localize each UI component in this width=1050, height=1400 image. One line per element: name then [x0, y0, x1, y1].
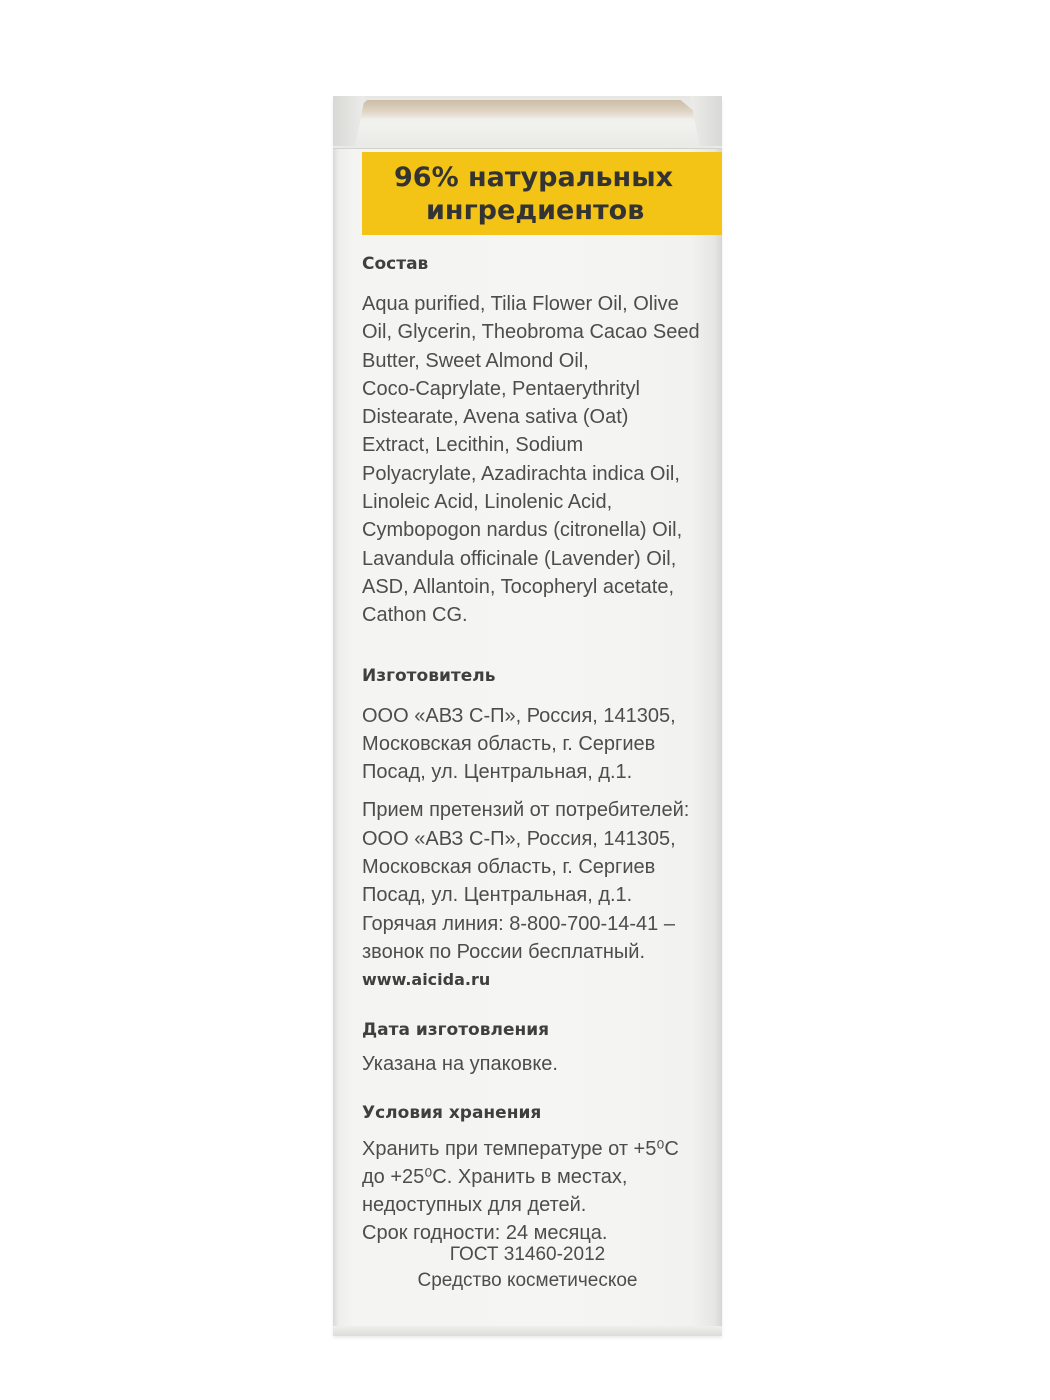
box-flap-opening: [346, 100, 702, 118]
consumer-claims-info: [362, 796, 712, 994]
ingredients-line: Polyacrylate, Azadirachta indica Oil,: [362, 462, 680, 485]
storage-line: Срок годности: 24 месяца.: [362, 1222, 608, 1245]
storage-line: недоступных для детей.: [362, 1194, 587, 1217]
claims-line: звонок по России бесплатный.: [362, 940, 646, 963]
badge-line-2: ингредиентов: [426, 195, 645, 226]
ingredients-line: Aqua purified, Tilia Flower Oil, Olive: [362, 293, 679, 315]
production-date-title: Дата изготовления: [362, 1020, 550, 1041]
product-category: Средство косметическое: [417, 1270, 638, 1291]
manufacturer-title: Изготовитель: [362, 665, 496, 686]
claims-line: Горячая линия: 8-800-700-14-41 –: [362, 912, 675, 935]
ingredients-line: Butter, Sweet Almond Oil,: [362, 349, 589, 372]
ingredients-line: ASD, Allantoin, Tocopheryl acetate,: [362, 575, 675, 598]
storage-line: до +25⁰С. Хранить в местах,: [362, 1165, 628, 1188]
ingredients-title: Состав: [362, 254, 429, 274]
ingredients-line: Distearate, Avena sativa (Oat): [362, 406, 629, 429]
box-bottom-edge: [333, 1326, 722, 1336]
ingredients-line: Extract, Lecithin, Sodium: [362, 434, 584, 457]
ingredients-line: Cymbopogon nardus (citronella) Oil,: [362, 519, 683, 542]
badge-line-1: 96% натуральных: [394, 162, 674, 193]
claims-line: Посад, ул. Центральная, д.1.: [362, 884, 633, 907]
claims-line: Прием претензий от потребителей:: [362, 799, 690, 822]
website-url: www.aicida.ru: [362, 970, 491, 990]
ingredients-list: [362, 290, 712, 630]
production-date-text: Указана на упаковке.: [362, 1053, 558, 1076]
manufacturer-line: Московская область, г. Сергиев: [362, 732, 656, 755]
gost-standard: ГОСТ 31460-2012: [449, 1244, 606, 1265]
manufacturer-line: Посад, ул. Центральная, д.1.: [362, 761, 633, 784]
label-footer: [333, 1242, 722, 1294]
ingredients-line: Oil, Glycerin, Theobroma Cacao Seed: [362, 321, 700, 344]
storage-line: Хранить при температуре от +5⁰С: [362, 1137, 679, 1160]
claims-line: Московская область, г. Сергиев: [362, 856, 656, 879]
ingredients-line: Coco-Caprylate, Pentaerythrityl: [362, 377, 640, 400]
storage-conditions: [362, 1135, 712, 1248]
ingredients-line: Linoleic Acid, Linolenic Acid,: [362, 491, 613, 514]
manufacturer-address: [362, 702, 712, 787]
ingredients-line: Lavandula officinale (Lavender) Oil,: [362, 547, 677, 570]
manufacturer-line: ООО «АВЗ С-П», Россия, 141305,: [362, 704, 676, 727]
claims-line: ООО «АВЗ С-П», Россия, 141305,: [362, 827, 676, 850]
label-text-panel: [362, 250, 712, 1248]
storage-title: Условия хранения: [362, 1102, 542, 1123]
ingredients-line: Cathon CG.: [362, 604, 468, 627]
natural-ingredients-badge: [362, 152, 722, 235]
